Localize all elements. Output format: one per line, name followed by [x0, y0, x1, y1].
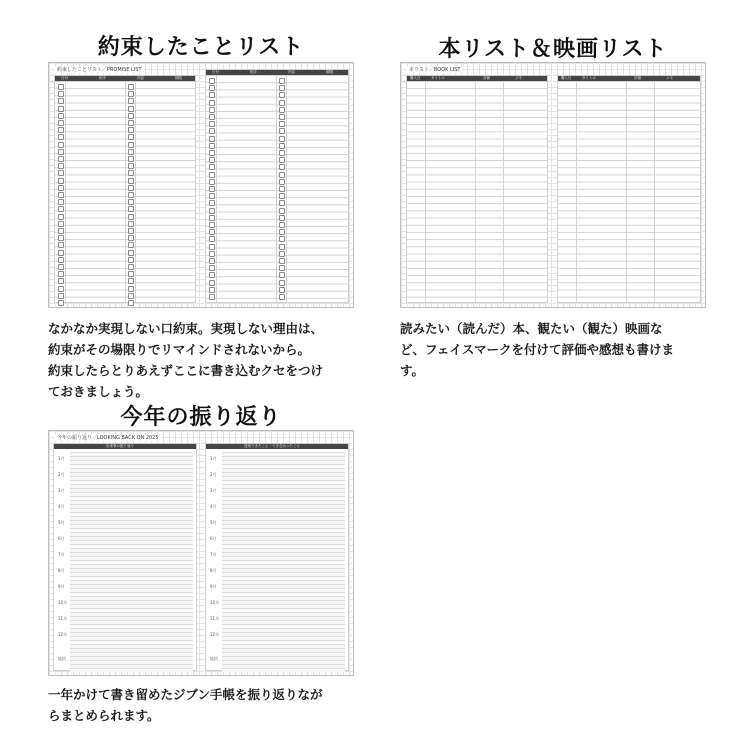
checkbox[interactable]	[279, 150, 285, 156]
desc-line: ど、フェイスマークを付けて評価や感想も書けま	[400, 342, 675, 357]
checkbox[interactable]	[279, 92, 285, 98]
column-divider	[503, 81, 504, 302]
checkbox[interactable]	[128, 142, 134, 148]
column-divider	[135, 81, 136, 302]
checkbox[interactable]	[209, 150, 215, 156]
checkbox[interactable]	[58, 228, 64, 234]
month-entry-area[interactable]	[70, 500, 193, 514]
checkbox[interactable]	[128, 221, 134, 227]
month-label: 5月	[210, 520, 217, 525]
checkbox[interactable]	[209, 193, 215, 199]
book-right-panel	[557, 75, 701, 303]
col-header-purchase-date: 購入日	[561, 76, 572, 80]
checkbox[interactable]	[279, 244, 285, 250]
checkbox[interactable]	[58, 142, 64, 148]
book-description	[400, 318, 720, 381]
month-label: 11月	[210, 616, 220, 621]
checkbox[interactable]	[279, 272, 285, 278]
checkbox[interactable]	[279, 164, 285, 170]
column-divider	[475, 81, 476, 302]
checkbox[interactable]	[128, 293, 134, 299]
checkbox[interactable]	[279, 157, 285, 163]
checkbox[interactable]	[209, 215, 215, 221]
column-divider	[576, 81, 577, 302]
month-label: 10月	[210, 600, 220, 605]
column-divider	[125, 81, 126, 302]
checkbox[interactable]	[209, 236, 215, 242]
checkbox[interactable]	[128, 286, 134, 292]
checkbox[interactable]	[209, 272, 215, 278]
col-header-person: 相手	[99, 76, 106, 80]
month-label: 2月	[58, 472, 65, 477]
checkbox[interactable]	[58, 192, 64, 198]
checkbox[interactable]	[58, 84, 64, 90]
month-entry-area[interactable]	[222, 564, 345, 578]
checkbox[interactable]	[209, 172, 215, 178]
checkbox[interactable]	[58, 178, 64, 184]
month-label: 7月	[58, 552, 65, 557]
checkbox[interactable]	[128, 98, 134, 104]
checkbox[interactable]	[279, 200, 285, 206]
checkbox[interactable]	[209, 186, 215, 192]
month-label: 9月	[210, 584, 217, 589]
month-label: 11月	[58, 616, 68, 621]
checkbox[interactable]	[128, 214, 134, 220]
col-header-deadline: 期限	[326, 70, 333, 74]
month-label: 3月	[210, 488, 217, 493]
month-entry-area[interactable]	[70, 580, 193, 594]
checkbox[interactable]	[128, 163, 134, 169]
checkbox[interactable]	[58, 300, 64, 306]
checkbox[interactable]	[128, 300, 134, 306]
desc-line: なかなか実現しない口約束。実現しない理由は、	[48, 321, 324, 336]
col-header-deadline: 期限	[175, 76, 182, 80]
month-entry-area[interactable]	[222, 468, 345, 482]
column-divider	[654, 81, 655, 302]
checkbox[interactable]	[58, 278, 64, 284]
checkbox[interactable]	[58, 170, 64, 176]
checkbox[interactable]	[128, 127, 134, 133]
promise-list-page	[48, 62, 354, 308]
month-label: 総括	[210, 656, 218, 661]
checkbox[interactable]	[128, 149, 134, 155]
month-entry-area[interactable]	[70, 564, 193, 578]
checkbox[interactable]	[279, 179, 285, 185]
month-label: 8月	[58, 568, 65, 573]
desc-line: 約束したらとりあえずここに書き込むクセをつけ	[48, 363, 324, 378]
checkbox[interactable]	[209, 121, 215, 127]
month-entry-area[interactable]	[70, 644, 193, 672]
checkbox[interactable]	[128, 113, 134, 119]
checkbox[interactable]	[209, 280, 215, 286]
checkbox[interactable]	[58, 185, 64, 191]
month-label: 4月	[58, 504, 65, 509]
checkbox[interactable]	[58, 221, 64, 227]
checkbox[interactable]	[128, 250, 134, 256]
column-divider	[425, 81, 426, 302]
review-description	[48, 684, 368, 726]
month-label: 10月	[58, 600, 68, 605]
checkbox[interactable]	[128, 192, 134, 198]
checkbox[interactable]	[128, 185, 134, 191]
checkbox[interactable]	[279, 287, 285, 293]
checkbox[interactable]	[209, 265, 215, 271]
promise-heading: 約束したことリスト	[97, 35, 305, 60]
month-entry-area[interactable]	[70, 596, 193, 610]
checkbox[interactable]	[209, 200, 215, 206]
checkbox[interactable]	[279, 251, 285, 257]
month-label: 1月	[58, 456, 65, 461]
checkbox[interactable]	[279, 100, 285, 106]
review-page	[48, 430, 354, 676]
checkbox[interactable]	[209, 222, 215, 228]
checkbox[interactable]	[58, 113, 64, 119]
review-page-title: 今年の振り返り／LOOKING BACK ON 2025	[57, 435, 159, 441]
column-divider	[216, 75, 217, 302]
checkbox[interactable]	[58, 98, 64, 104]
month-label: 6月	[210, 536, 217, 541]
book-right-rows	[558, 81, 700, 302]
checkbox[interactable]	[58, 163, 64, 169]
checkbox[interactable]	[279, 236, 285, 242]
col-header-memo: メモ	[666, 76, 673, 80]
checkbox[interactable]	[209, 244, 215, 250]
col-header-title: タイトル	[582, 76, 596, 80]
month-entry-area[interactable]	[222, 580, 345, 594]
column-divider	[276, 75, 277, 302]
checkbox[interactable]	[58, 127, 64, 133]
column-divider	[286, 75, 287, 302]
review-left-panel	[53, 443, 197, 671]
month-entry-area[interactable]	[222, 548, 345, 562]
checkbox[interactable]	[128, 170, 134, 176]
checkbox[interactable]	[209, 229, 215, 235]
checkbox[interactable]	[279, 143, 285, 149]
checkbox[interactable]	[128, 264, 134, 270]
month-label: 2月	[210, 472, 217, 477]
review-right-header-bar	[206, 444, 348, 449]
checkbox[interactable]	[279, 121, 285, 127]
checkbox[interactable]	[279, 215, 285, 221]
month-label: 9月	[58, 584, 65, 589]
checkbox[interactable]	[279, 107, 285, 113]
checkbox[interactable]	[58, 257, 64, 263]
desc-line: らまとめられます。	[48, 708, 160, 723]
checkbox[interactable]	[58, 91, 64, 97]
col-header-person: 相手	[250, 70, 257, 74]
month-entry-area[interactable]	[222, 596, 345, 610]
book-page-title: 本リスト／BOOK LIST	[409, 67, 461, 73]
col-header-title: タイトル	[431, 76, 445, 80]
month-entry-area[interactable]	[70, 468, 193, 482]
review-right-panel	[205, 443, 349, 671]
checkbox[interactable]	[209, 85, 215, 91]
desc-line: ておきましょう。	[48, 384, 149, 399]
checkbox[interactable]	[209, 100, 215, 106]
desc-line: す。	[400, 363, 425, 378]
checkbox[interactable]	[279, 85, 285, 91]
checkbox[interactable]	[58, 242, 64, 248]
checkbox[interactable]	[128, 156, 134, 162]
book-list-page	[400, 62, 706, 308]
review-left-header: 出来事の振り返り	[106, 444, 134, 448]
checkbox[interactable]	[279, 172, 285, 178]
checkbox[interactable]	[279, 114, 285, 120]
checkbox[interactable]	[58, 149, 64, 155]
checkbox[interactable]	[209, 107, 215, 113]
book-left-rows	[407, 81, 547, 302]
month-label: 8月	[210, 568, 217, 573]
checkbox[interactable]	[128, 206, 134, 212]
checkbox[interactable]	[209, 114, 215, 120]
month-label: 4月	[210, 504, 217, 509]
col-header-content: 内容	[288, 70, 295, 74]
month-label: 12月	[58, 632, 68, 637]
month-entry-area[interactable]	[70, 628, 193, 642]
month-entry-area[interactable]	[222, 516, 345, 530]
checkbox[interactable]	[279, 258, 285, 264]
col-header-memo: メモ	[515, 76, 522, 80]
checkbox[interactable]	[209, 258, 215, 264]
checkbox[interactable]	[128, 134, 134, 140]
checkbox[interactable]	[279, 294, 285, 300]
promise-right-panel	[205, 69, 349, 303]
month-label: 5月	[58, 520, 65, 525]
checkbox[interactable]	[128, 199, 134, 205]
checkbox[interactable]	[58, 293, 64, 299]
promise-left-panel	[54, 75, 196, 303]
month-label: 6月	[58, 536, 65, 541]
checkbox[interactable]	[279, 222, 285, 228]
desc-line: 一年かけて書き留めたジブン手帳を振り返りなが	[48, 687, 323, 702]
checkbox[interactable]	[128, 235, 134, 241]
checkbox[interactable]	[128, 106, 134, 112]
promise-page-title: 約束したことリスト／PROMISE LIST	[57, 67, 142, 73]
checkbox[interactable]	[128, 228, 134, 234]
checkbox[interactable]	[128, 278, 134, 284]
checkbox[interactable]	[128, 84, 134, 90]
promise-right-rows	[206, 75, 348, 302]
checkbox[interactable]	[58, 106, 64, 112]
checkbox[interactable]	[209, 136, 215, 142]
checkbox[interactable]	[58, 264, 64, 270]
checkbox[interactable]	[279, 186, 285, 192]
month-entry-area[interactable]	[222, 644, 345, 672]
checkbox[interactable]	[209, 294, 215, 300]
checkbox[interactable]	[128, 257, 134, 263]
review-right-header: 達成できたこと・できなかったこと	[244, 444, 300, 448]
checkbox[interactable]	[58, 286, 64, 292]
month-entry-area[interactable]	[70, 484, 193, 498]
month-entry-area[interactable]	[222, 484, 345, 498]
checkbox[interactable]	[279, 280, 285, 286]
month-entry-area[interactable]	[222, 452, 345, 466]
col-header-rating: 評価	[483, 76, 490, 80]
book-heading: 本リスト＆映画リスト	[438, 37, 668, 62]
col-header-date: 日付	[61, 76, 68, 80]
checkbox[interactable]	[58, 206, 64, 212]
checkbox[interactable]	[279, 229, 285, 235]
month-label: 1月	[210, 456, 217, 461]
checkbox[interactable]	[209, 287, 215, 293]
month-label: 総括	[58, 656, 66, 661]
checkbox[interactable]	[279, 193, 285, 199]
checkbox[interactable]	[209, 143, 215, 149]
checkbox[interactable]	[58, 156, 64, 162]
checkbox[interactable]	[279, 128, 285, 134]
month-entry-area[interactable]	[70, 548, 193, 562]
month-entry-area[interactable]	[222, 628, 345, 642]
review-left-header-bar	[54, 444, 196, 449]
checkbox[interactable]	[209, 92, 215, 98]
checkbox[interactable]	[209, 251, 215, 257]
month-entry-area[interactable]	[70, 516, 193, 530]
month-label: 7月	[210, 552, 217, 557]
review-heading: 今年の振り返り	[120, 405, 282, 430]
checkbox[interactable]	[279, 208, 285, 214]
month-label: 12月	[210, 632, 220, 637]
column-divider	[626, 81, 627, 302]
checkbox[interactable]	[58, 134, 64, 140]
checkbox[interactable]	[209, 208, 215, 214]
checkbox[interactable]	[128, 178, 134, 184]
month-entry-area[interactable]	[70, 612, 193, 626]
month-entry-area[interactable]	[222, 612, 345, 626]
checkbox[interactable]	[58, 120, 64, 126]
book-left-panel	[406, 75, 548, 303]
month-entry-area[interactable]	[222, 532, 345, 546]
checkbox[interactable]	[209, 78, 215, 84]
col-header-date: 日付	[212, 70, 219, 74]
checkbox[interactable]	[58, 235, 64, 241]
column-divider	[65, 81, 66, 302]
checkbox[interactable]	[128, 242, 134, 248]
checkbox[interactable]	[209, 179, 215, 185]
month-entry-area[interactable]	[70, 532, 193, 546]
checkbox[interactable]	[209, 164, 215, 170]
checkbox[interactable]	[58, 271, 64, 277]
col-header-content: 内容	[137, 76, 144, 80]
checkbox[interactable]	[58, 199, 64, 205]
promise-description	[48, 318, 368, 402]
month-entry-area[interactable]	[222, 500, 345, 514]
checkbox[interactable]	[209, 157, 215, 163]
checkbox[interactable]	[279, 78, 285, 84]
checkbox[interactable]	[209, 128, 215, 134]
checkbox[interactable]	[128, 91, 134, 97]
checkbox[interactable]	[279, 136, 285, 142]
checkbox[interactable]	[58, 214, 64, 220]
desc-line: 約束がその場限りでリマインドされないから。	[48, 342, 311, 357]
month-entry-area[interactable]	[70, 452, 193, 466]
col-header-purchase-date: 購入日	[410, 76, 421, 80]
month-label: 3月	[58, 488, 65, 493]
checkbox[interactable]	[128, 271, 134, 277]
checkbox[interactable]	[279, 265, 285, 271]
desc-line: 読みたい（読んだ）本、観たい（観た）映画な	[400, 321, 663, 336]
col-header-rating: 評価	[634, 76, 641, 80]
checkbox[interactable]	[128, 120, 134, 126]
checkbox[interactable]	[58, 250, 64, 256]
